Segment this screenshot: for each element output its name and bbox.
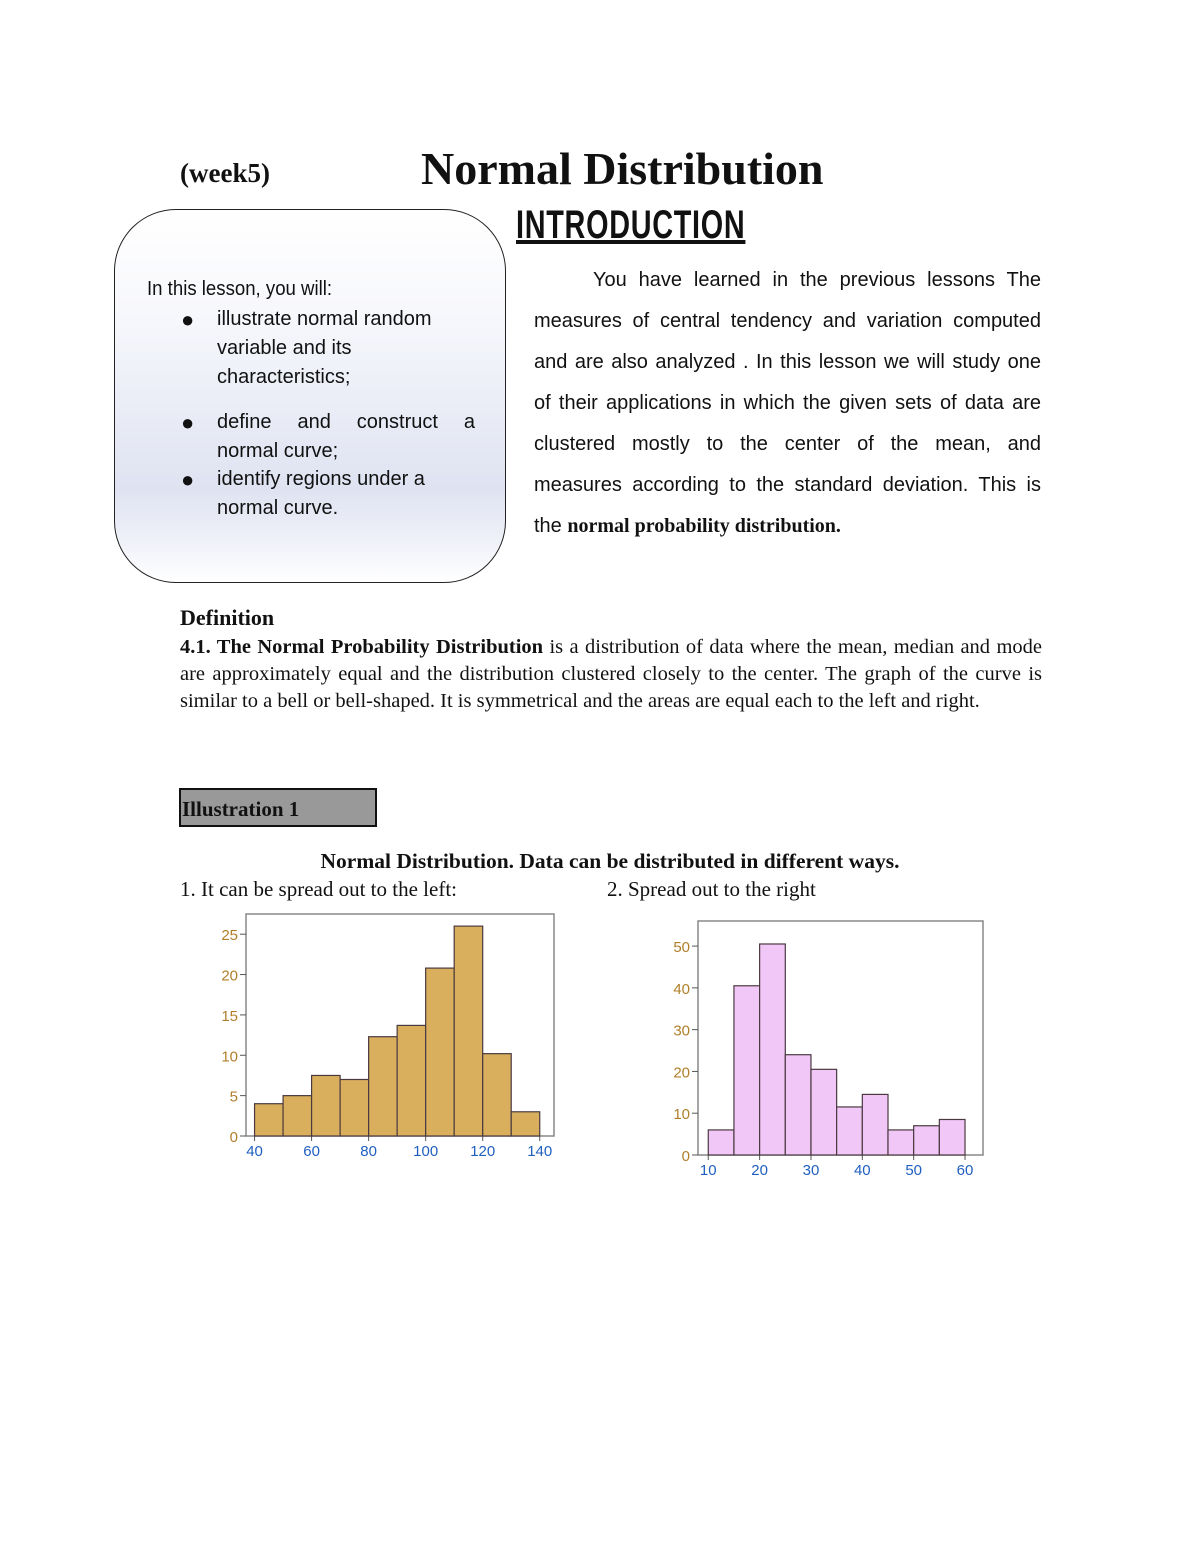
right-chart-caption: 2. Spread out to the right xyxy=(607,877,816,901)
y-tick-label: 20 xyxy=(221,967,238,985)
y-tick-label: 0 xyxy=(229,1129,238,1146)
page-title: Normal Distribution xyxy=(421,143,824,194)
intro-line: You have learned in the previous lessons The xyxy=(593,269,1041,291)
histogram-bar xyxy=(734,986,760,1155)
histogram-bar xyxy=(283,1096,312,1136)
histogram-bar xyxy=(939,1119,965,1155)
x-tick-label: 140 xyxy=(527,1143,553,1160)
x-tick-label: 40 xyxy=(246,1143,263,1160)
intro-line: measures of central tendency and variation computed xyxy=(534,310,1041,332)
definition-term: 4.1. The Normal Probability Distribution xyxy=(180,636,544,658)
histogram-bar xyxy=(511,1112,540,1136)
y-tick-label: 30 xyxy=(673,1022,690,1040)
x-tick-label: 80 xyxy=(360,1143,377,1160)
intro-last-prefix: the xyxy=(534,515,568,537)
definition-text xyxy=(180,634,1042,715)
bullet-icon: ● xyxy=(181,467,195,492)
intro-line: clustered mostly to the center of the mean, and xyxy=(534,433,1041,455)
x-tick-label: 20 xyxy=(751,1162,768,1179)
introduction-paragraph xyxy=(534,260,1041,547)
x-tick-label: 10 xyxy=(699,1162,717,1179)
y-tick-label: 50 xyxy=(673,939,690,957)
histogram-bar xyxy=(483,1054,512,1136)
intro-line xyxy=(534,506,1041,547)
histogram-bar xyxy=(785,1055,811,1155)
objective-text: illustrate normal random variable and its characteristics; xyxy=(217,308,432,388)
histogram-bar xyxy=(862,1094,888,1155)
y-tick-label: 10 xyxy=(673,1106,690,1124)
histogram-bar xyxy=(312,1075,341,1136)
left-skewed-histogram xyxy=(200,908,570,1168)
definition-label: Definition xyxy=(180,605,275,630)
week-label: (week5) xyxy=(180,158,270,188)
y-tick-label: 40 xyxy=(673,980,690,998)
x-tick-label: 100 xyxy=(413,1143,439,1160)
x-tick-label: 30 xyxy=(802,1162,820,1179)
bullet-icon: ● xyxy=(181,307,195,332)
histogram-bar xyxy=(708,1130,734,1155)
objectives-intro: In this lesson, you will: xyxy=(147,278,333,300)
intro-line: and are also analyzed . In this lesson we will study one xyxy=(534,351,1041,373)
histogram-bar xyxy=(255,1104,284,1136)
histogram-bar xyxy=(914,1126,940,1155)
left-chart-caption: 1. It can be spread out to the left: xyxy=(180,877,457,901)
right-skewed-histogram xyxy=(650,915,995,1185)
histogram-bar xyxy=(397,1025,426,1136)
y-tick-label: 5 xyxy=(229,1088,238,1106)
x-tick-label: 60 xyxy=(956,1162,974,1179)
illustration-heading: Normal Distribution. Data can be distributed in different ways. xyxy=(320,849,900,873)
histogram-bar xyxy=(454,926,483,1136)
histogram-bar xyxy=(369,1037,398,1136)
bullet-icon: ● xyxy=(181,410,195,435)
histogram-bar xyxy=(340,1079,369,1136)
y-tick-label: 10 xyxy=(221,1048,238,1066)
objective-text: identify regions under a normal curve. xyxy=(217,468,425,519)
y-tick-label: 25 xyxy=(221,927,238,945)
intro-line: of their applications in which the given sets of data are xyxy=(534,392,1041,414)
x-tick-label: 50 xyxy=(905,1162,923,1179)
histogram-bar xyxy=(837,1107,863,1155)
intro-bold-term: normal probability distribution. xyxy=(567,515,841,537)
histogram-bar xyxy=(426,968,455,1136)
y-tick-label: 20 xyxy=(673,1064,690,1082)
histogram-bar xyxy=(760,944,786,1155)
y-tick-label: 15 xyxy=(221,1007,238,1025)
intro-line: measures according to the standard deviation. This is xyxy=(534,474,1041,496)
histogram-bar xyxy=(888,1130,914,1155)
illustration-label: Illustration 1 xyxy=(182,797,300,821)
x-tick-label: 40 xyxy=(853,1162,871,1179)
histogram-bar xyxy=(811,1069,837,1155)
x-tick-label: 60 xyxy=(303,1143,320,1160)
x-tick-label: 120 xyxy=(470,1143,496,1160)
objective-text: define and construct a normal curve; xyxy=(217,411,475,462)
y-tick-label: 0 xyxy=(681,1148,690,1165)
introduction-heading: INTRODUCTION xyxy=(516,203,746,247)
objectives-box xyxy=(114,209,506,583)
definition-body: is a distribution of data where the mean, median and mode are approximately equal and the distribution clustered closely to the center. The graph of the curve is similar to a bell or bell-shaped. It is symmetrical and the areas are equal each to the left and right. xyxy=(180,636,1042,712)
